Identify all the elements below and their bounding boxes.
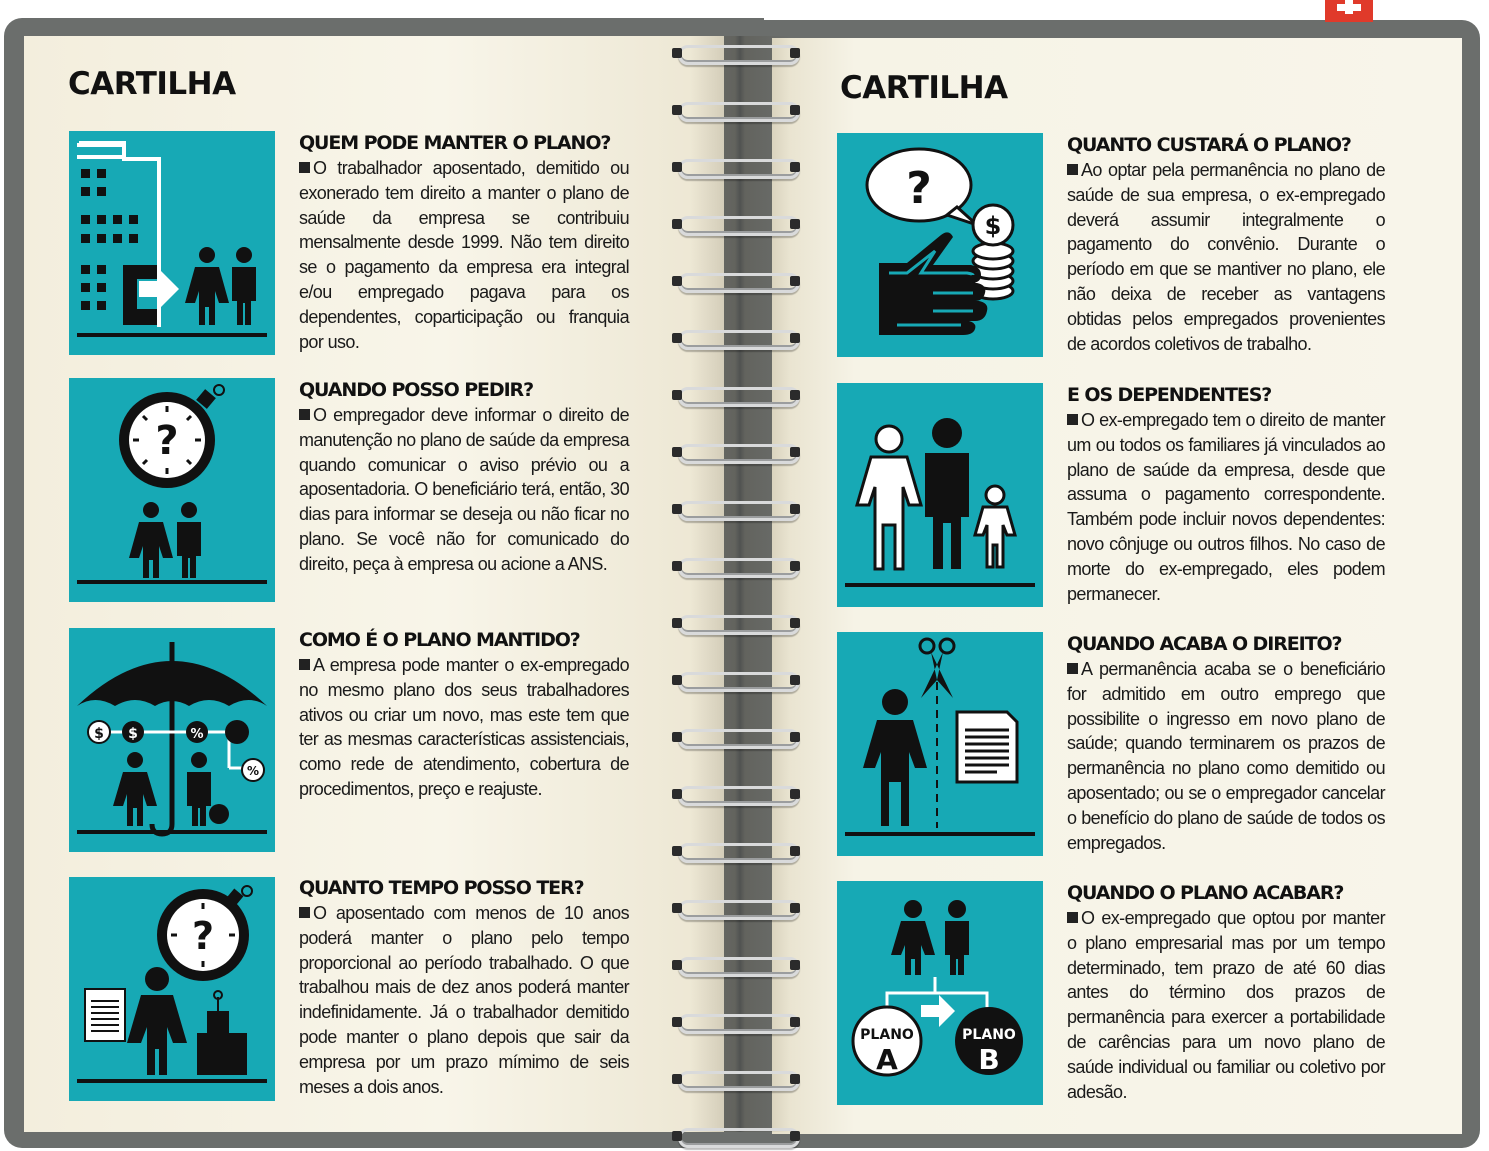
bookmark-tab [1325,0,1373,22]
spiral-ring [678,213,794,235]
svg-text:B: B [978,1043,1000,1076]
section-heading: COMO É O PLANO MANTIDO? [299,629,580,651]
section-text: O aposentado com menos de 10 anos poderá manter o plano pelo tempo proporcional ao período trabalhado. O que trabalhou mais de dez anos poderá manter indefinidamente. Já o trabalhador demitido pode manter o plano depois que sair da empresa por um prazo mímimo de seis meses a dois anos. [299,903,629,1097]
spiral-ring [678,1068,794,1090]
section-heading: QUANDO ACABA O DIREITO? [1067,633,1342,655]
clock-question-woman-document-icon [69,877,275,1101]
spiral-ring [678,726,794,748]
section-text: O empregador deve informar o direito de manutenção no plano de saúde da empresa quando comunicar o aviso prévio ou a aposentadoria. O beneficiário terá, então, 30 dias para informar se deseja ou não ficar no plano. Se você não for comunicado do direito, peça à empresa ou acione a ANS. [299,405,629,574]
spiral-ring [678,555,794,577]
hand-coins-question-icon [837,133,1043,357]
section-quando-acaba [1067,633,1385,855]
section-text: O ex-empregado que optou por manter o plano empresarial mas por um tempo determinado, tem prazo de até 60 dias antes do término dos prazos de permanência para exercer a portabilidade de carências para um novo plano de saúde individual ou familiar ou coletivo por adesão. [1067,908,1385,1102]
section-heading: QUEM PODE MANTER O PLANO? [299,132,611,154]
spiral-ring [678,441,794,463]
section-quando-o-plano-acabar [1067,882,1385,1104]
spiral-ring [678,156,794,178]
svg-text:?: ? [155,418,179,464]
section-heading: QUANTO CUSTARÁ O PLANO? [1067,134,1351,156]
bullet-square [1067,414,1078,425]
section-text: O ex-empregado tem o direito de manter um ou todos os familiares já vinculados ao plano de saúde da empresa, desde que assuma o pagamento correspondente. Também pode incluir novos dependentes: novo cônjuge ou outros filhos. No caso de morte do ex-empregado, eles podem permanecer. [1067,410,1385,604]
clock-question-couple-icon [69,378,275,602]
section-text: A empresa pode manter o ex-empregado no mesmo plano dos seus trabalhadores ativos ou criar um novo, mas este tem que ter as mesmas características assistenciais, como rede de atendimento, cobertura de procedimentos, preço e reajuste. [299,655,629,799]
spiral-ring [678,270,794,292]
spiral-ring [678,498,794,520]
section-heading: QUANTO TEMPO POSSO TER? [299,877,584,899]
spiral-ring [678,1011,794,1033]
spiral-ring [678,783,794,805]
section-como-e [299,629,629,802]
section-heading: QUANDO O PLANO ACABAR? [1067,882,1344,904]
svg-text:%: % [246,764,260,778]
spiral-binding [672,36,800,1136]
section-text: Ao optar pela permanência no plano de saúde de sua empresa, o ex-empregado deverá assumir integralmente o pagamento do convênio. Durante o período em que se mantiver no plano, ele não deixa de receber as vantagens obtidas pelos empregados provenientes de acordos coletivos de trabalho. [1067,160,1385,354]
svg-text:PLANO: PLANO [962,1027,1016,1043]
svg-text:?: ? [906,163,932,214]
section-quem-pode [299,132,629,354]
spiral-ring [678,897,794,919]
section-dependentes [1067,384,1385,606]
scissors-cut-document-icon [837,632,1043,856]
section-heading: QUANDO POSSO PEDIR? [299,379,533,401]
section-heading: E OS DEPENDENTES? [1067,384,1272,406]
spiral-ring [678,327,794,349]
bullet-square [1067,164,1078,175]
spiral-ring [678,1125,794,1147]
spiral-ring [678,384,794,406]
spiral-ring [678,954,794,976]
page-title-right: CARTILHA [840,70,1008,106]
spiral-ring [678,840,794,862]
section-text: O trabalhador aposentado, demitido ou exonerado tem direito a manter o plano de saúde da empresa se contribuiu mensalmente desde 1999. Não tem direito se o pagamento da empresa era integral e/ou empregado pagava para os dependentes, coparticipação ou franquia por uso. [299,158,629,352]
spiral-ring [678,42,794,64]
section-text: A permanência acaba se o beneficiário for admitido em outro emprego que possibilite o ingresso em novo plano de saúde; quando terminarem os prazos de permanência no plano como demitido ou aposentado; ou se o empregador cancelar o benefício do plano de saúde de todos os empregados. [1067,659,1385,853]
bullet-square [299,907,310,918]
section-quando-posso [299,379,629,577]
plan-a-to-plan-b-icon [837,881,1043,1105]
svg-text:A: A [876,1043,898,1076]
bullet-square [299,162,310,173]
bullet-square [1067,663,1078,674]
umbrella-money-couple-icon [69,628,275,852]
svg-text:PLANO: PLANO [860,1027,914,1043]
svg-text:?: ? [191,914,215,958]
section-quanto-tempo [299,877,629,1099]
svg-text:%: % [190,727,204,742]
svg-text:$: $ [984,212,1002,240]
spiral-ring [678,669,794,691]
page-title-left: CARTILHA [68,66,236,102]
svg-text:$: $ [94,726,104,742]
section-quanto-custara [1067,134,1385,356]
spiral-ring [678,612,794,634]
spiral-ring [678,99,794,121]
bullet-square [299,659,310,670]
svg-text:$: $ [128,726,138,742]
bullet-square [1067,912,1078,923]
building-exit-couple-icon [69,131,275,355]
bullet-square [299,409,310,420]
family-icon [837,383,1043,607]
